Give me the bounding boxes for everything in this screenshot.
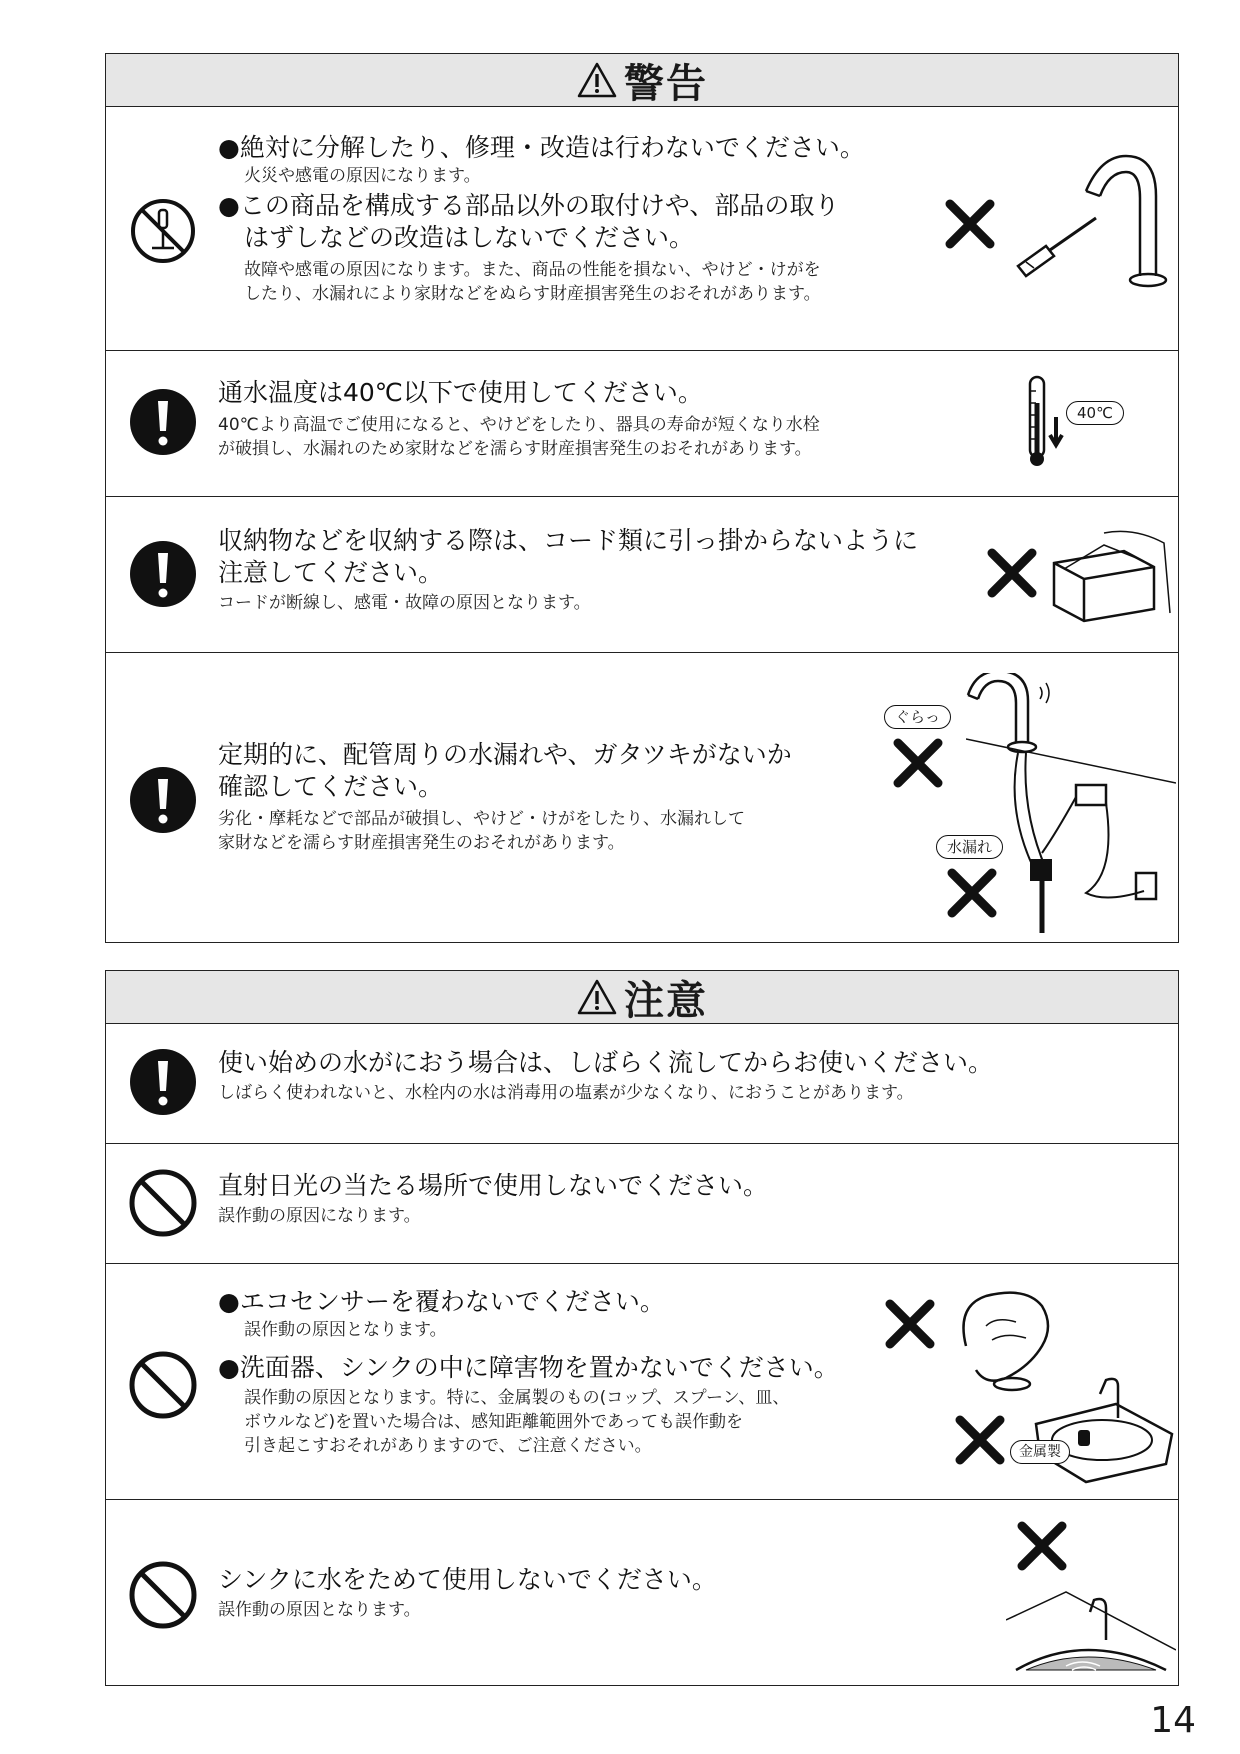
page-number: 14 xyxy=(1150,1700,1196,1741)
filled-sink-illustration xyxy=(1006,1580,1176,1680)
warning-item-leak-check xyxy=(106,652,1178,944)
cord-desc: コードが断線し、感電・故障の原因となります。 xyxy=(218,593,591,613)
plumbing-illustration xyxy=(966,673,1176,933)
obstacle-desc-1: 誤作動の原因となります。特に、金属製のもの(コップ、スプーン、皿、 xyxy=(244,1388,790,1408)
leak-check-desc-1: 劣化・摩耗などで部品が破損し、やけど・けがをしたり、水漏れして xyxy=(218,809,745,829)
warning-title: 警告 xyxy=(624,60,708,107)
mandatory-icon xyxy=(128,387,198,457)
modification-title: ●この商品を構成する部品以外の取付けや、部品の取り xyxy=(218,191,840,220)
metal-badge-label: 金属製 xyxy=(1019,1444,1061,1460)
metal-badge xyxy=(1010,1440,1070,1464)
mandatory-icon xyxy=(128,1047,198,1117)
sink-water-title: シンクに水をためて使用しないでください。 xyxy=(218,1565,717,1594)
leak-check-title-2: 確認してください。 xyxy=(218,772,444,801)
caution-title: 注意 xyxy=(624,977,708,1024)
warning-item-temperature xyxy=(106,350,1178,496)
modification-title-2: はずしなどの改造はしないでください。 xyxy=(244,223,695,252)
sensor-cover-desc: 誤作動の原因となります。 xyxy=(244,1320,447,1340)
odor-desc: しばらく使われないと、水栓内の水は消毒用の塩素が少なくなり、におうことがあります。 xyxy=(218,1083,914,1103)
obstacle-title: ●洗面器、シンクの中に障害物を置かないでください。 xyxy=(218,1353,839,1382)
temperature-badge xyxy=(1066,401,1124,425)
temperature-desc-1: 40℃より高温でご使用になると、やけどをしたり、器具の寿命が短くなり水栓 xyxy=(218,415,820,435)
sensor-cover-title: ●エコセンサーを覆わないでください。 xyxy=(218,1287,665,1316)
leak-check-desc-2: 家財などを濡らす財産損害発生のおそれがあります。 xyxy=(218,833,625,853)
cord-title-2: 注意してください。 xyxy=(218,558,444,587)
caution-header xyxy=(106,971,1178,1024)
disassembly-desc: 火災や感電の原因になります。 xyxy=(244,166,481,186)
x-mark-icon xyxy=(892,737,944,789)
x-mark-icon xyxy=(884,1298,936,1350)
temperature-desc-2: が破損し、水漏れのため家財などを濡らす財産損害発生のおそれがあります。 xyxy=(218,439,812,459)
caution-item-sunlight xyxy=(106,1143,1178,1263)
x-mark-icon xyxy=(944,198,996,250)
caution-item-odor xyxy=(106,1023,1178,1143)
x-mark-icon xyxy=(1016,1520,1068,1572)
wobble-badge xyxy=(884,705,951,729)
odor-title: 使い始めの水がにおう場合は、しばらく流してからお使いください。 xyxy=(218,1048,994,1077)
sunlight-desc: 誤作動の原因になります。 xyxy=(218,1206,421,1226)
cord-title: 収納物などを収納する際は、コード類に引っ掛からないように xyxy=(218,526,919,555)
warning-section xyxy=(105,53,1179,943)
disassembly-title: ●絶対に分解したり、修理・改造は行わないでください。 xyxy=(218,133,865,162)
no-disassembly-icon xyxy=(128,196,198,266)
x-mark-icon xyxy=(954,1414,1006,1466)
warning-item-cord xyxy=(106,496,1178,652)
sunlight-title: 直射日光の当たる場所で使用しないでください。 xyxy=(218,1171,769,1200)
warning-triangle-icon xyxy=(576,61,618,99)
sink-water-desc: 誤作動の原因となります。 xyxy=(218,1600,421,1620)
prohibited-icon xyxy=(128,1168,198,1238)
caution-item-sensor xyxy=(106,1263,1178,1499)
mandatory-icon xyxy=(128,765,198,835)
obstacle-desc-2: ボウルなど)を置いた場合は、感知距離範囲外であっても誤作動を xyxy=(244,1412,743,1432)
modification-desc-2: したり、水漏れにより家財などをぬらす財産損害発生のおそれがあります。 xyxy=(244,284,821,304)
prohibited-icon xyxy=(128,1560,198,1630)
temperature-badge-label: 40℃ xyxy=(1077,404,1113,422)
warning-item-disassembly xyxy=(106,106,1178,350)
faucet-screwdriver-illustration xyxy=(1006,136,1176,306)
leak-check-title: 定期的に、配管周りの水漏れや、ガタツキがないか xyxy=(218,740,792,769)
caution-item-sink-water xyxy=(106,1499,1178,1687)
caution-section xyxy=(105,970,1179,1686)
mandatory-icon xyxy=(128,539,198,609)
modification-desc-1: 故障や感電の原因になります。また、商品の性能を損ない、やけど・けがを xyxy=(244,260,821,280)
leak-badge-label: 水漏れ xyxy=(947,838,993,856)
warning-triangle-icon xyxy=(576,978,618,1016)
prohibited-icon xyxy=(128,1350,198,1420)
obstacle-desc-3: 引き起こすおそれがありますので、ご注意ください。 xyxy=(244,1436,652,1456)
sink-metal-object-illustration xyxy=(1026,1374,1176,1484)
temperature-title: 通水温度は40℃以下で使用してください。 xyxy=(218,378,703,407)
storage-box-cord-illustration xyxy=(1044,523,1174,633)
warning-header xyxy=(106,54,1178,107)
x-mark-icon xyxy=(986,547,1038,599)
wobble-badge-label: ぐらっ xyxy=(895,708,941,726)
